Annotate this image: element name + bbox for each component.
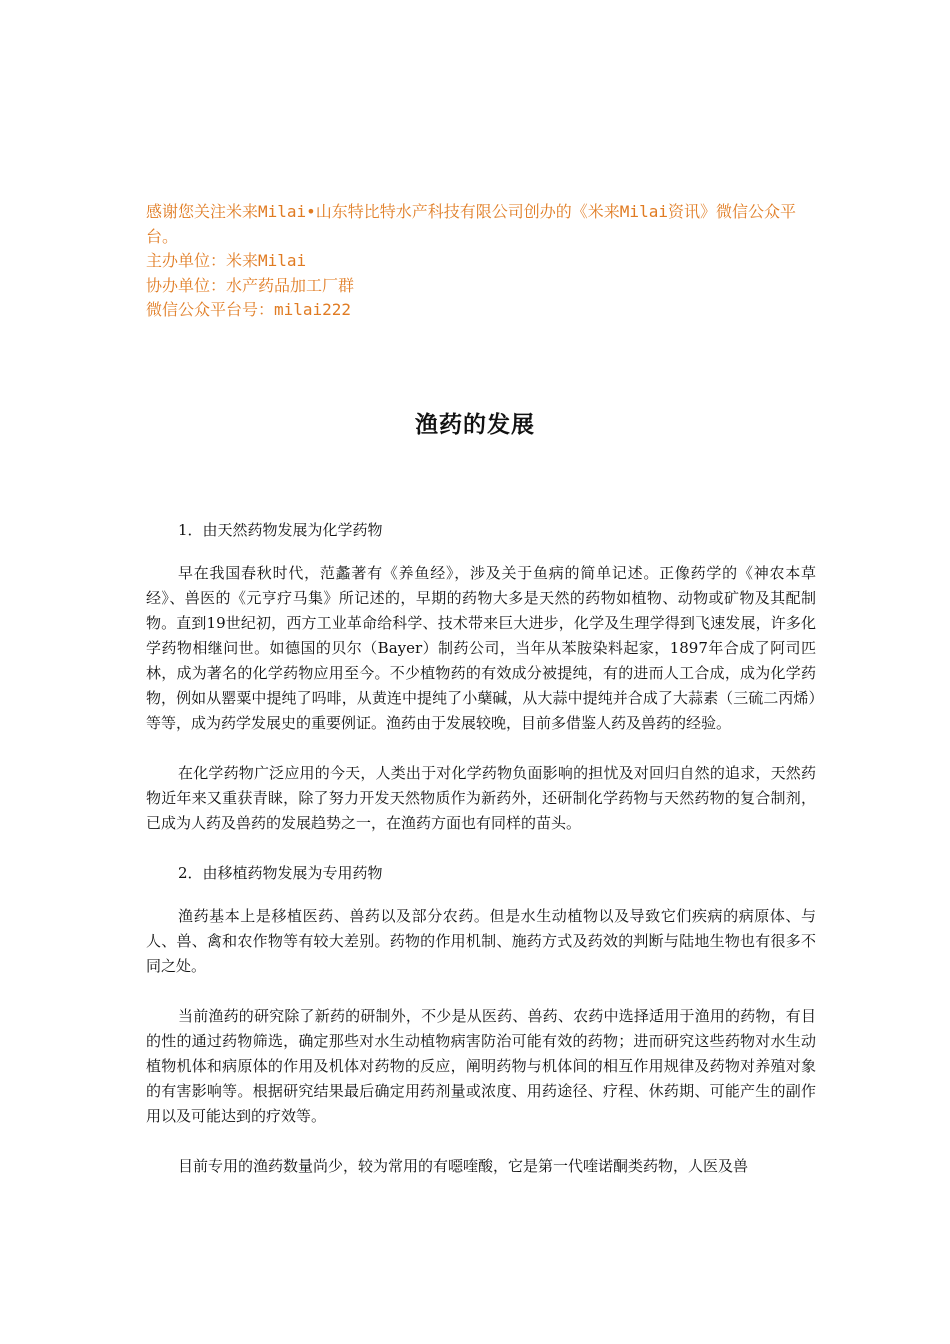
paragraph-4: 当前渔药的研究除了新药的研制外，不少是从医药、兽药、农药中选择适用于渔用的药物，有目的性的通过药物筛选，确定那些对水生动植物病害防治可能有效的药物；进而研究这些药物对水生动植物机体和病原体的作用及机体对药物的反应，阐明药物与机体间的相互作用规律及药物对养殖对象的有害影响等。根据研究结果最后确定用药剂量或浓度、用药途径、疗程、休药期、可能产生的副作用以及可能达到的疗效等。 (146, 1007, 816, 1125)
paragraph-1: 早在我国春秋时代，范蠡著有《养鱼经》，涉及关于鱼病的简单记述。正像药学的《神农本草经》、兽医的《元亨疗马集》所记述的，早期的药物大多是天然的药物如植物、动物或矿物及其配制物。直到19世纪初，西方工业革命给科学、技术带来巨大进步，化学及生理学得到飞速发展，许多化学药物相继问世。如德国的贝尔（Bayer）制药公司，当年从苯胺染料起家，1897年合成了阿司匹林，成为著名的化学药物应用至今。不少植物药的有效成分被提纯，有的进而人工合成，成为化学药物，例如从罂粟中提纯了吗啡，从黄连中提纯了小蘖碱，从大蒜中提纯并合成了大蒜素（三硫二丙烯）等等，成为药学发展史的重要例证。渔药由于发展较晚，目前多借鉴人药及兽药的经验。 (146, 564, 816, 732)
section-heading-2: 2．由移植药物发展为专用药物 (178, 864, 383, 882)
wechat-account-text: 微信公众平台号：milai222 (146, 300, 352, 319)
document-body (146, 518, 816, 1204)
paragraph-5: 目前专用的渔药数量尚少，较为常用的有噁喹酸，它是第一代喹诺酮类药物，人医及兽 (178, 1157, 749, 1175)
section-heading-1: 1．由天然药物发展为化学药物 (178, 521, 383, 539)
promo-header (146, 200, 816, 323)
paragraph-2: 在化学药物广泛应用的今天，人类出于对化学药物负面影响的担忧及对回归自然的追求，天然药物近年来又重获青睐，除了努力开发天然物质作为新药外，还研制化学药物与天然药物的复合制剂，已成为人药及兽药的发展趋势之一，在渔药方面也有同样的苗头。 (146, 764, 816, 832)
cohost-unit-text: 协办单位：水产药品加工厂群 (146, 275, 355, 295)
host-unit-text: 主办单位：米来Milai (146, 251, 307, 270)
paragraph-3: 渔药基本上是移植医药、兽药以及部分农药。但是水生动植物以及导致它们疾病的病原体、与人、兽、禽和农作物等有较大差别。药物的作用机制、施药方式及药效的判断与陆地生物也有很多不同之处。 (146, 907, 816, 975)
document-title: 渔药的发展 (415, 412, 535, 438)
promo-intro-text: 感谢您关注米来Milai•山东特比特水产科技有限公司创办的《米来Milai资讯》微信公众平台。 (146, 202, 796, 246)
